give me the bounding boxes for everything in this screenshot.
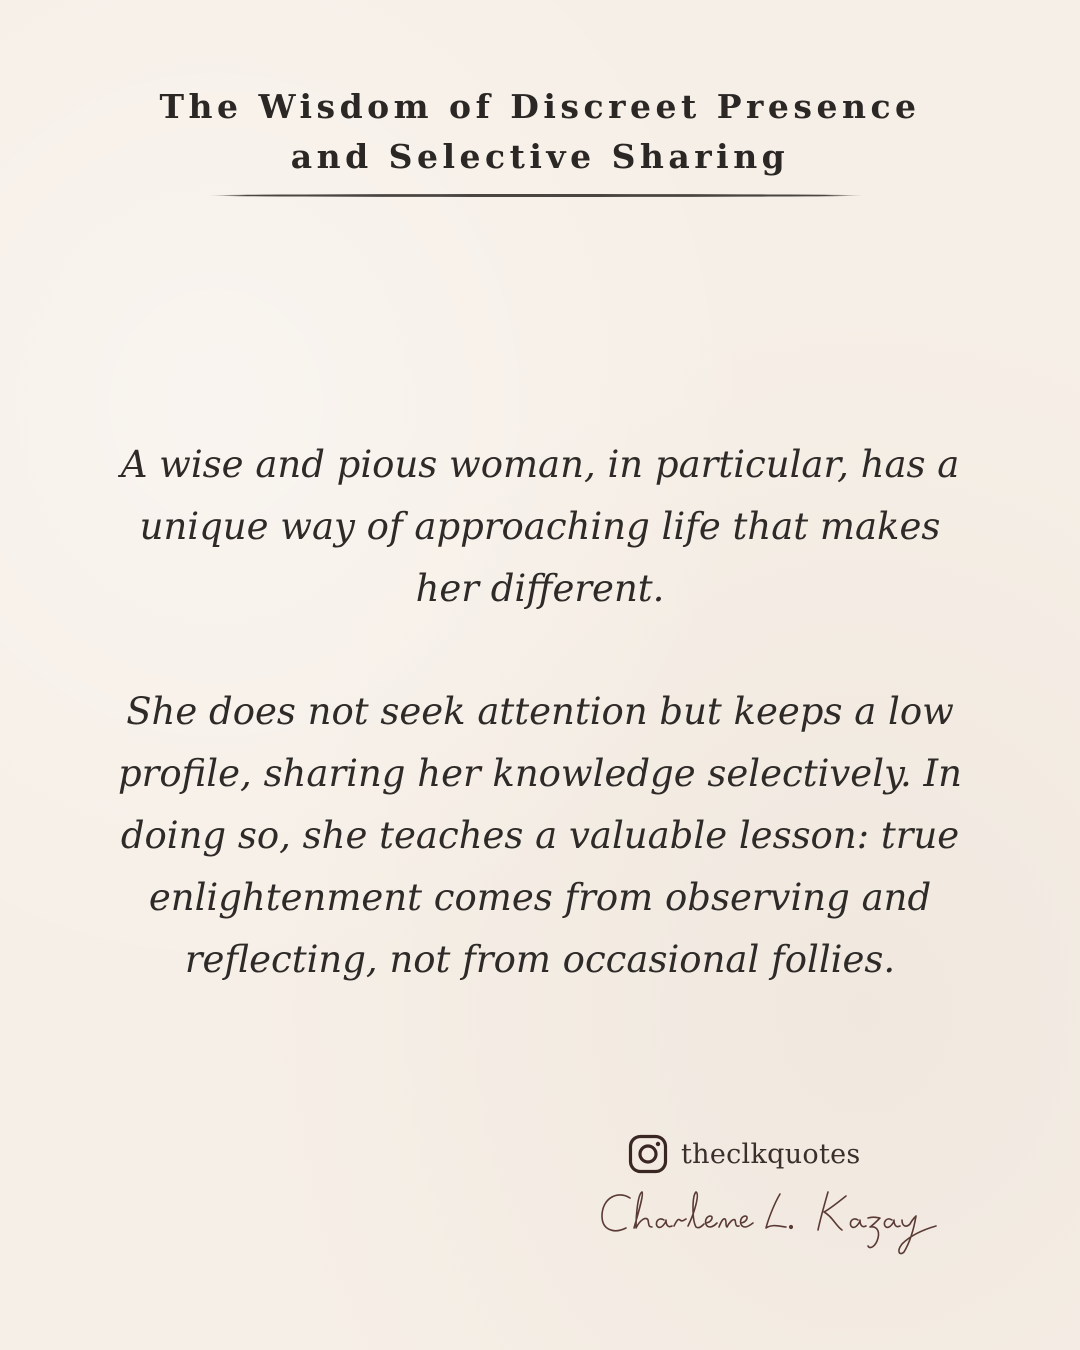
instagram-handle[interactable]: theclkquotes — [681, 1138, 861, 1170]
title-line-2: and Selective Sharing — [290, 137, 790, 176]
instagram-icon — [628, 1134, 668, 1174]
social-handle[interactable] — [628, 1134, 861, 1174]
quote-line: enlightenment comes from observing and — [148, 876, 932, 919]
quote-paragraph-1 — [90, 434, 990, 620]
quote-line: reflecting, not from occasional follies. — [184, 938, 896, 981]
title-line-1: The Wisdom of Discreet Presence — [159, 87, 921, 126]
quote-line: doing so, she teaches a valuable lesson: true — [120, 814, 960, 857]
quote-line: A wise and pious woman, in particular, has a — [120, 443, 960, 486]
quote-line: her different. — [415, 567, 665, 610]
author-signature — [596, 1180, 956, 1260]
quote-paragraph-2 — [90, 681, 990, 991]
quote-line: profile, sharing her knowledge selectively. In — [117, 752, 962, 795]
page-title — [140, 82, 940, 182]
quote-line: She does not seek attention but keeps a low — [126, 690, 954, 733]
title-divider — [208, 194, 864, 197]
quote-line: unique way of approaching life that makes — [139, 505, 941, 548]
